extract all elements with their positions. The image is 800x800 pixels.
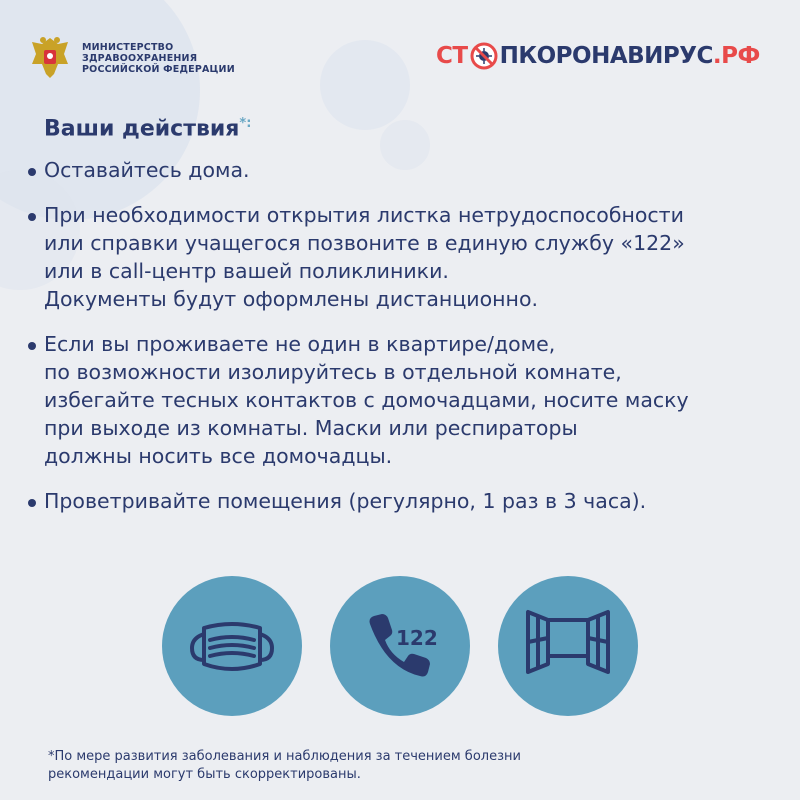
list-item: Оставайтесь дома. (24, 156, 794, 184)
window-circle (498, 576, 638, 716)
mask-circle (162, 576, 302, 716)
brand-main: ПКОРОНАВИРУС (499, 43, 713, 69)
ministry-logo (28, 34, 235, 82)
list-item: Проветривайте помещения (регулярно, 1 раз в 3 часа). (24, 487, 794, 515)
brand-suffix: .РФ (712, 43, 760, 69)
title-text: Ваши действия (44, 116, 240, 142)
brand-prefix: СТ (436, 43, 468, 69)
phone-number: 122 (396, 626, 438, 650)
window-icon (498, 576, 638, 716)
ministry-name: МИНИСТЕРСТВО ЗДРАВООХРАНЕНИЯ РОССИЙСКОЙ ФЕДЕРАЦИИ (82, 41, 235, 75)
list-item: Если вы проживаете не один в квартире/доме, по возможности изолируйтесь в отдельной комнате, избегайте тесных контактов с домочадцами, носите маску при выходе из комнаты. Маски или респираторы должны носить все домочадцы. (24, 330, 794, 470)
phone-circle (330, 576, 470, 716)
title-asterisk: *: (239, 116, 252, 131)
footnote: *По мере развития заболевания и наблюдения за течением болезни рекомендации могут быть скорректированы. (48, 749, 521, 782)
header (0, 0, 800, 100)
actions-list (24, 156, 794, 532)
list-item: При необходимости открытия листка нетрудоспособности или справки учащегося позвоните в единую службу «122» или в call-центр вашей поликлиники. Документы будут оформлены дистанционно. (24, 201, 794, 313)
mask-icon (162, 576, 302, 716)
coat-of-arms-icon (28, 34, 72, 82)
stopcoronavirus-logo (436, 42, 760, 70)
icon-row (162, 576, 646, 716)
section-title (44, 116, 251, 141)
stop-virus-icon (470, 42, 498, 70)
